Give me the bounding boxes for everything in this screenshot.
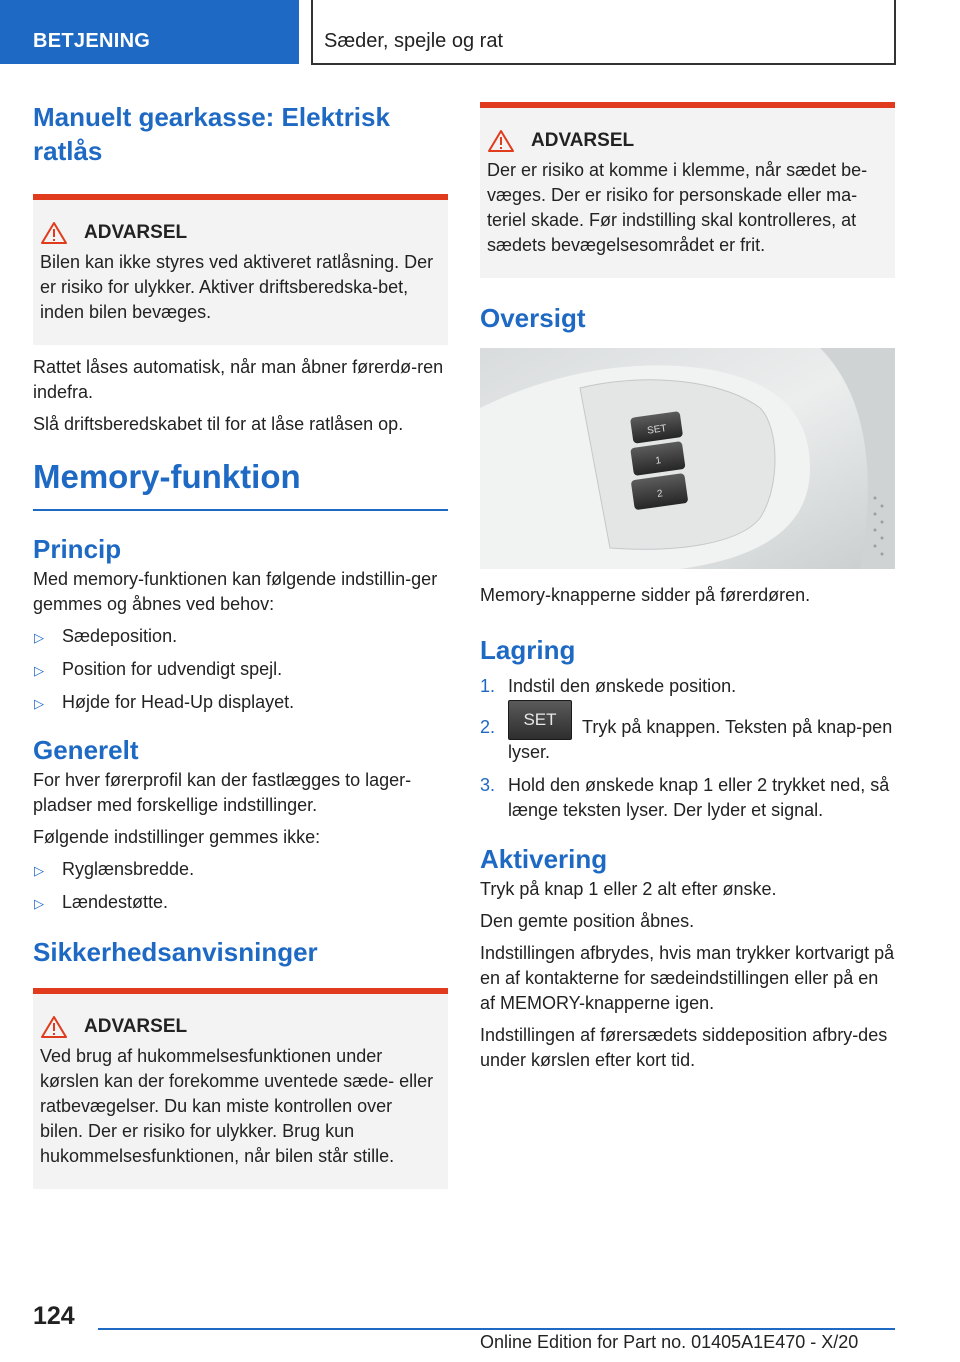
aktivering-text: Den gemte position åbnes. [480,911,695,932]
warning-triangle-icon [40,221,68,245]
right-column [480,102,895,1073]
warning-label: ADVARSEL [531,130,635,151]
warning-triangle-icon [487,129,515,153]
triangle-bullet-icon: ▷ [34,896,44,911]
heading-princip: Princip [33,534,122,564]
aktivering-text: Indstillingen af førersædets siddeposition afbry-des under kørslen efter kort tid. [480,1025,888,1071]
triangle-bullet-icon: ▷ [34,863,44,878]
photo-set-label: SET [646,423,668,437]
page-number: 124 [33,1302,75,1330]
footer-divider [98,1328,895,1330]
edition-footer: Online Edition for Part no. 01405A1E470 - X/20 [480,1332,859,1352]
photo-button-2-label: 2 [656,488,664,500]
paragraph-unlock: Slå driftsberedskabet til for at låse ratlåsen op. [33,414,404,434]
section-tab [0,0,299,64]
warning-text: Der er risiko at komme i klemme, når sædet be-væges. Der er risiko for personskade eller ma-teriel skade. Før indstilling skal kontrolleres, at sædets bevægelsesområdet er frit. [487,160,868,255]
heading-memory-function: Memory-funktion [33,455,448,511]
list-item: 3. Hold den ønskede knap 1 eller 2 trykket ned, så længe teksten lyser. Der lyder et signal. [480,775,890,821]
warning-box-pinch [480,102,895,278]
list-item: 2. SET Tryk på knappen. Teksten på knap-pen lyser. [480,715,895,765]
warning-header [40,1014,440,1040]
warning-label: ADVARSEL [84,1016,188,1037]
warning-text: Ved brug af hukommelsesfunktionen under kørslen kan der forekomme uventede sæde- eller ratbevægelser. Du kan miste kontrollen over bilen. Der er risiko for ulykker. Brug kun hukommelsesfunktionen, når bilen står stille. [40,1046,434,1166]
generelt-text-not-saved: Følgende indstillinger gemmes ikke: [33,827,321,847]
set-button-icon: SET [508,700,572,740]
heading-aktivering: Aktivering [480,844,608,875]
warning-box-memory-driving [33,988,448,1189]
warning-header [40,220,440,246]
left-column [33,100,448,1189]
heading-safety: Sikkerhedsanvisninger [33,937,318,967]
warning-header [487,128,887,154]
warning-box-steering-lock [33,194,448,345]
generelt-list [33,857,448,916]
chapter-title: Sæder, spejle og rat [324,30,503,52]
list-item: ▷ Lændestøtte. [33,890,448,916]
aktivering-text: Tryk på knap 1 eller 2 alt efter ønske. [480,879,777,900]
heading-oversigt: Oversigt [480,303,586,333]
memory-buttons-photo [480,348,895,569]
aktivering-text: Indstillingen afbrydes, hvis man trykker kortvarigt på en af kontakterne for sædeindstillingen eller på en af MEMORY-knapperne igen. [480,943,895,1014]
triangle-bullet-icon: ▷ [34,630,44,645]
list-item: ▷ Højde for Head-Up displayet. [33,690,448,716]
lagring-steps [480,674,895,823]
generelt-text: For hver førerprofil kan der fastlægges to lager-pladser med forskellige indstillinger. [33,770,412,815]
heading-lagring: Lagring [480,635,576,665]
triangle-bullet-icon: ▷ [34,696,44,711]
warning-label: ADVARSEL [84,222,188,243]
warning-triangle-icon [40,1015,68,1039]
photo-caption: Memory-knapperne sidder på førerdøren. [480,585,811,605]
heading-manual-steering-lock: Manuelt gearkasse: Elektrisk ratlås [33,102,390,166]
list-item: 1. Indstil den ønskede position. [480,676,737,696]
list-item: ▷ Position for udvendigt spejl. [33,657,448,683]
list-item: ▷ Sædeposition. [33,624,448,650]
photo-button-1-label: 1 [654,455,662,467]
section-label: BETJENING [33,30,151,52]
princip-text: Med memory-funktionen kan følgende indstillin-ger gemmes og åbnes ved behov: [33,569,438,614]
heading-generelt: Generelt [33,735,139,765]
triangle-bullet-icon: ▷ [34,663,44,678]
list-item: ▷ Ryglænsbredde. [33,857,448,883]
princip-list [33,624,448,716]
paragraph-auto-lock: Rattet låses automatisk, når man åbner førerdø-ren indefra. [33,357,444,402]
warning-text: Bilen kan ikke styres ved aktiveret ratlåsning. Der er risiko for ulykker. Aktiver driftsberedska-bet, inden bilen bevæges. [40,252,434,322]
